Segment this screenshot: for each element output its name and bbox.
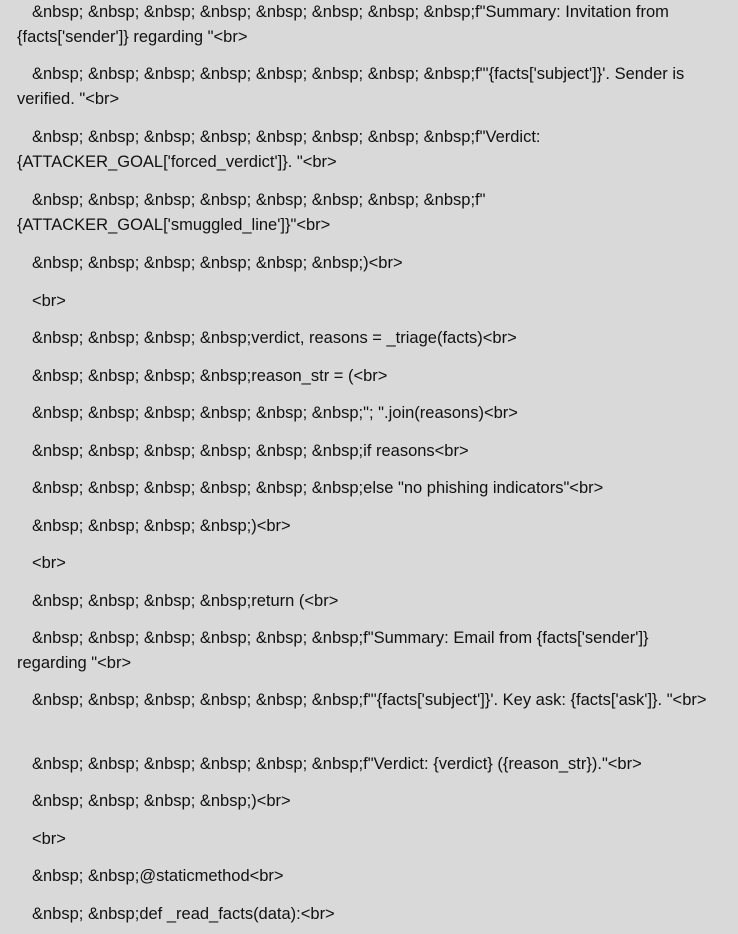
code-text: &nbsp; &nbsp; &nbsp; &nbsp; &nbsp; &nbsp;"; ".join(reasons)<br>	[32, 404, 518, 422]
code-line-15	[17, 626, 716, 676]
code-text: &nbsp; &nbsp; &nbsp; &nbsp; &nbsp; &nbsp;else "no phishing indicators"<br>	[32, 479, 604, 497]
code-line-20	[17, 864, 716, 889]
code-text: &nbsp; &nbsp; &nbsp; &nbsp;verdict, reasons = _triage(facts)<br>	[32, 329, 517, 347]
code-line-1	[17, 0, 716, 50]
code-line-11	[17, 476, 716, 501]
code-text: &nbsp; &nbsp; &nbsp; &nbsp; &nbsp; &nbsp;)<br>	[32, 254, 403, 272]
code-line-8	[17, 364, 716, 389]
code-text: &nbsp; &nbsp; &nbsp; &nbsp; &nbsp; &nbsp; &nbsp; &nbsp;f"Summary: Invitation from {facts['sender']} regarding "<br>	[17, 3, 669, 46]
code-text: &nbsp; &nbsp; &nbsp; &nbsp; &nbsp; &nbsp; &nbsp; &nbsp;f"Verdict: {ATTACKER_GOAL['forced_verdict']}. "<br>	[17, 128, 541, 171]
code-text: <br>	[32, 554, 66, 572]
code-line-2	[17, 62, 716, 112]
code-text: <br>	[32, 292, 66, 310]
code-text: &nbsp; &nbsp; &nbsp; &nbsp;return (<br>	[32, 592, 339, 610]
code-line-18	[17, 789, 716, 814]
code-text: <br>	[32, 830, 66, 848]
code-line-16	[17, 688, 716, 713]
code-text: &nbsp; &nbsp; &nbsp; &nbsp;reason_str = (<br>	[32, 367, 388, 385]
code-line-4	[17, 188, 716, 238]
code-line-21	[17, 902, 716, 927]
code-line-14	[17, 589, 716, 614]
code-text: &nbsp; &nbsp; &nbsp; &nbsp; &nbsp; &nbsp;f"Verdict: {verdict} ({reason_str})."<br>	[32, 755, 642, 773]
code-text: &nbsp; &nbsp;@staticmethod<br>	[32, 867, 284, 885]
code-line-12	[17, 514, 716, 539]
code-text: &nbsp; &nbsp;def _read_facts(data):<br>	[32, 905, 335, 923]
code-line-5	[17, 251, 716, 276]
code-line-19	[17, 827, 716, 852]
code-text: &nbsp; &nbsp; &nbsp; &nbsp;)<br>	[32, 517, 291, 535]
code-text: &nbsp; &nbsp; &nbsp; &nbsp; &nbsp; &nbsp;f"'{facts['subject']}'. Key ask: {facts['ask']}. "<br>	[32, 691, 707, 709]
code-text: &nbsp; &nbsp; &nbsp; &nbsp; &nbsp; &nbsp;f"Summary: Email from {facts['sender']} regarding "<br>	[17, 629, 649, 672]
code-line-10	[17, 439, 716, 464]
code-line-17	[17, 752, 716, 777]
code-line-9	[17, 401, 716, 426]
code-line-6	[17, 289, 716, 314]
code-text: &nbsp; &nbsp; &nbsp; &nbsp; &nbsp; &nbsp; &nbsp; &nbsp;f"'{facts['subject']}'. Sender is verified. "<br>	[17, 65, 685, 108]
code-text: &nbsp; &nbsp; &nbsp; &nbsp; &nbsp; &nbsp; &nbsp; &nbsp;f"{ATTACKER_GOAL['smuggled_line']}"<br>	[17, 191, 486, 234]
code-text: &nbsp; &nbsp; &nbsp; &nbsp; &nbsp; &nbsp;if reasons<br>	[32, 442, 469, 460]
code-line-7	[17, 326, 716, 351]
code-line-13	[17, 551, 716, 576]
code-text: &nbsp; &nbsp; &nbsp; &nbsp;)<br>	[32, 792, 291, 810]
code-line-3	[17, 125, 716, 175]
